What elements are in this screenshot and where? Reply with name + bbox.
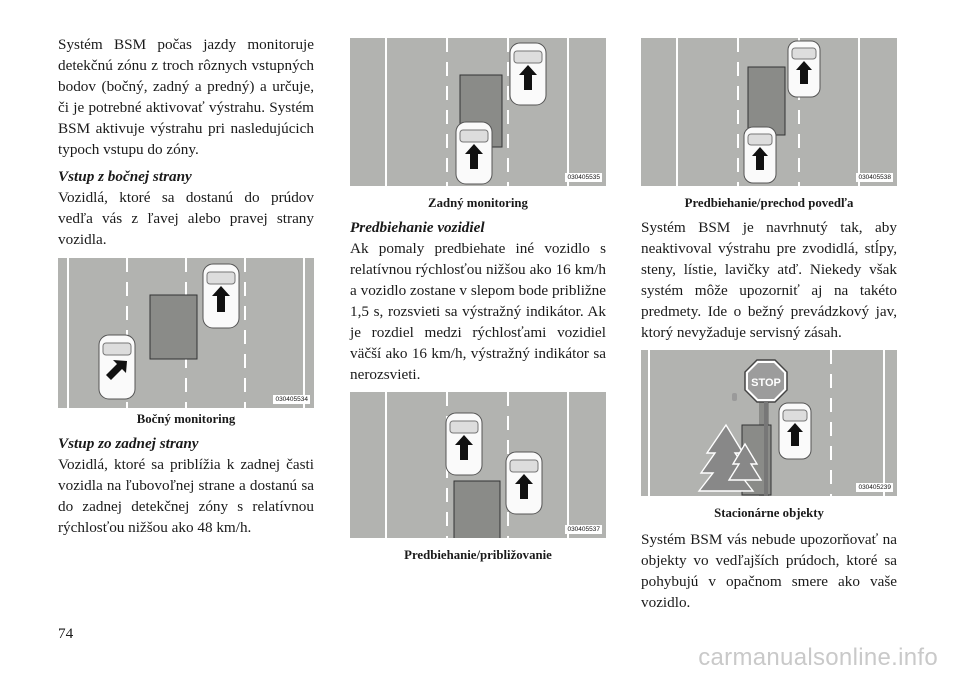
car-icon (99, 335, 135, 399)
car-icon (456, 122, 492, 184)
road-diagram-rear (350, 38, 606, 186)
rear-entry-text: Vozidlá, ktoré sa priblížia k zadnej časti vozidla na ľubovoľnej strane a dostanú sa do zadnej detekčnej zóny s relatívnou rýchlosťou nižšou ako 48 km/h. (58, 456, 314, 536)
overtake-heading: Predbiehanie vozidiel (350, 219, 485, 236)
figure-rear-monitoring (350, 38, 606, 186)
car-icon (446, 413, 482, 475)
figure-stationary-objects (641, 350, 897, 496)
figure-side-monitoring (58, 258, 314, 408)
road-diagram-pass (641, 38, 897, 186)
figure-code: 030405538 (858, 174, 891, 181)
column-3 (641, 38, 897, 613)
figure-caption: Predbiehanie/približovanie (404, 548, 552, 562)
road-diagram-stationary (641, 350, 897, 496)
rear-entry-heading: Vstup zo zadnej strany (58, 435, 199, 452)
figure-overtake-approach (350, 392, 606, 538)
car-icon (510, 43, 546, 105)
column-1 (58, 34, 314, 538)
figure-code: 030405239 (858, 484, 891, 491)
watermark: carmanualsonline.info (698, 644, 938, 671)
figure-code: 030405537 (567, 526, 600, 533)
stop-sign-text: STOP (751, 377, 781, 389)
figure-caption: Predbiehanie/prechod povedľa (684, 196, 854, 210)
figure-caption: Bočný monitoring (136, 412, 236, 426)
car-icon (788, 41, 820, 97)
figure-caption: Zadný monitoring (428, 196, 528, 210)
column-2 (350, 38, 606, 563)
car-icon (744, 127, 776, 183)
figure-code: 030405535 (567, 174, 600, 181)
design-text: Systém BSM je navrhnutý tak, aby neaktivoval výstrahu pre zvodidlá, stĺpy, steny, lístie, lavičky atď. Niekedy však systém môže upozorniť aj na takéto predmety. Ide o bežný prevádzkový jav, ktorý nevyžaduje servisný zásah. (641, 219, 897, 341)
oncoming-text: Systém BSM vás nebude upozorňovať na objekty vo vedľajších prúdoch, ktoré sa pohybujú v opačnom smere ako vaše vozidlo. (641, 531, 897, 611)
car-icon (506, 452, 542, 514)
road-diagram-approach (350, 392, 606, 538)
car-icon (203, 264, 239, 328)
overtake-text: Ak pomaly predbiehate iné vozidlo s relatívnou rýchlosťou nižšou ako 16 km/h a vozidlo zostane v slepom bode približne 1,5 s, rozsvieti sa výstražný indikátor. Ak je rozdiel medzi rýchlosťami vozidiel väčší ako 16 km/h, výstražný indikátor sa nerozsvieti. (350, 240, 606, 383)
side-entry-heading: Vstup z bočnej strany (58, 168, 192, 185)
intro-paragraph: Systém BSM počas jazdy monitoruje detekčnú zónu z troch rôznych vstupných bodov (bočný, zadný a predný) a určuje, či je potrebné aktivovať výstrahu. Systém BSM aktivuje výstrahu pri nasledujúcich typoch vstupu do zóny. (58, 36, 314, 158)
figure-caption: Stacionárne objekty (714, 506, 824, 520)
car-icon (779, 403, 811, 459)
page-number: 74 (58, 625, 74, 642)
side-entry-text: Vozidlá, ktoré sa dostanú do prúdov vedľa vás z ľavej alebo pravej strany vozidla. (58, 189, 314, 248)
road-diagram-side (58, 258, 314, 408)
figure-overtake-pass (641, 38, 897, 186)
figure-code: 030405534 (275, 396, 308, 403)
